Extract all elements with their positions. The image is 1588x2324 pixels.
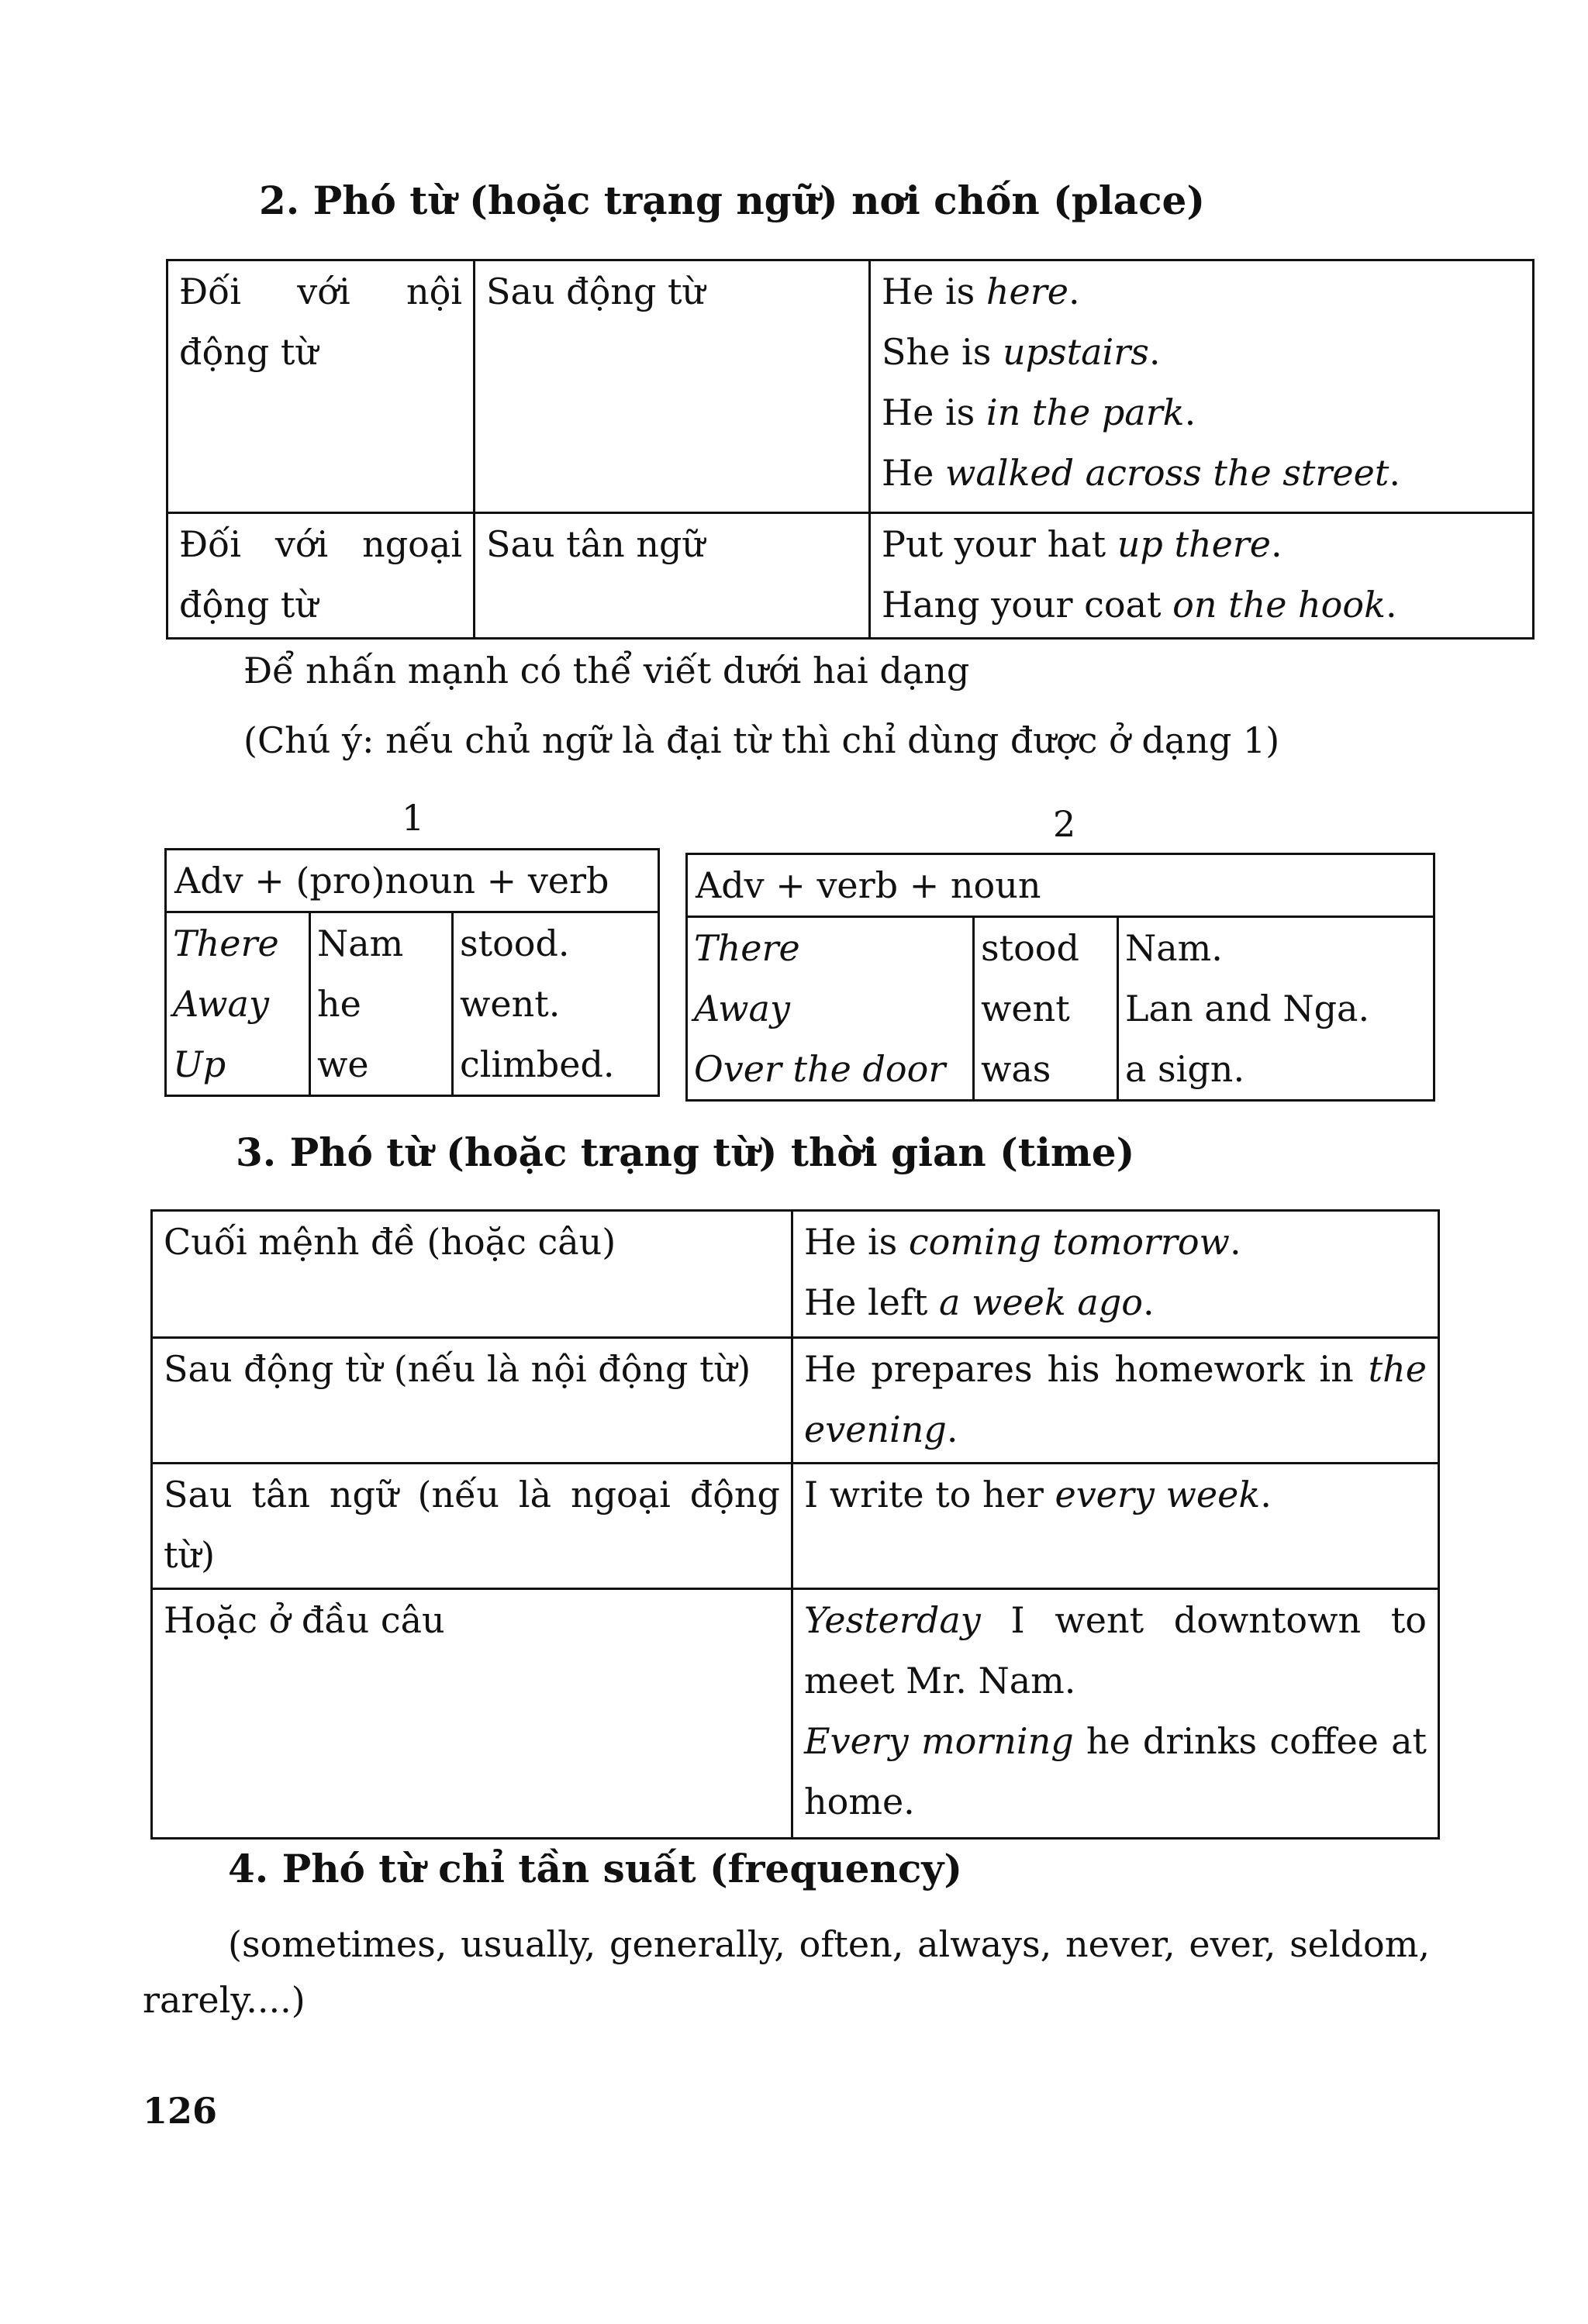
table-row	[167, 513, 1534, 639]
subject-cell: he	[310, 974, 453, 1034]
example-line: Hang your coat on the hook.	[882, 584, 1397, 626]
table-row	[166, 1034, 659, 1096]
noun-cell: Lan and Nga.	[1118, 978, 1434, 1039]
adverb-cell: Away	[166, 974, 310, 1034]
verb-cell: went.	[453, 974, 659, 1034]
example-line: Put your hat up there.	[882, 523, 1282, 565]
subject-cell: we	[310, 1034, 453, 1096]
table-header-row	[166, 850, 659, 912]
section-4-heading: 4. Phó từ chỉ tần suất (frequency)	[228, 1846, 962, 1891]
table-row	[152, 1211, 1439, 1338]
frequency-adverbs-text: (sometimes, usually, generally, often, always, never, ever, seldom, rarely....)	[143, 1923, 1430, 2021]
table-row	[687, 978, 1434, 1039]
table-row	[166, 912, 659, 974]
verb-cell: climbed.	[453, 1034, 659, 1096]
table-cell-position: Sau tân ngữ (nếu là ngoại động từ)	[152, 1464, 792, 1589]
table-cell-example: He prepares his homework in the evening.	[792, 1338, 1439, 1464]
form-1-table	[164, 848, 660, 1097]
adverb-cell: There	[166, 912, 310, 974]
table-cell-position: Hoặc ở đầu câu	[152, 1589, 792, 1839]
table-row	[152, 1338, 1439, 1464]
example-line: Yesterday I went downtown to meet Mr. Nam.	[804, 1599, 1427, 1702]
table-row	[152, 1464, 1439, 1589]
place-adverb-table	[166, 259, 1534, 640]
section-2-heading: 2. Phó từ (hoặc trạng ngữ) nơi chốn (place)	[259, 178, 1205, 223]
table-cell-examples	[792, 1211, 1439, 1338]
table-header-row	[687, 854, 1434, 917]
table-cell-examples	[870, 260, 1534, 513]
table-cell-case: Đối với ngoại động từ	[167, 513, 475, 639]
emphasis-text: Để nhấn mạnh có thể viết dưới hai dạng	[243, 650, 970, 691]
table-cell-position: Cuối mệnh đề (hoặc câu)	[152, 1211, 792, 1338]
table-row	[687, 1039, 1434, 1101]
example-line: He is in the park.	[882, 391, 1196, 433]
form-2-header: Adv + verb + noun	[687, 854, 1434, 917]
verb-cell: stood	[974, 917, 1118, 979]
table-cell-case: Đối với nội động từ	[167, 260, 475, 513]
form-2-number: 2	[1053, 803, 1076, 845]
section-3-heading: 3. Phó từ (hoặc trạng từ) thời gian (time)	[236, 1129, 1135, 1175]
adverb-cell: There	[687, 917, 974, 979]
page-number: 126	[143, 2090, 218, 2132]
example-line: She is upstairs.	[882, 331, 1161, 373]
verb-cell: went	[974, 978, 1118, 1039]
form-1-number: 1	[402, 797, 425, 839]
note-text: (Chú ý: nếu chủ ngữ là đại từ thì chỉ dùng được ở dạng 1)	[243, 719, 1280, 761]
table-row	[687, 917, 1434, 979]
verb-cell: stood.	[453, 912, 659, 974]
table-cell-examples	[870, 513, 1534, 639]
example-line: He walked across the street.	[882, 452, 1400, 494]
example-line: Every morning he drinks coffee at home.	[804, 1720, 1427, 1822]
table-cell-position: Sau động từ (nếu là nội động từ)	[152, 1338, 792, 1464]
subject-cell: Nam	[310, 912, 453, 974]
table-cell-position: Sau tân ngữ	[475, 513, 870, 639]
table-row	[152, 1589, 1439, 1839]
table-cell-position: Sau động từ	[475, 260, 870, 513]
table-row	[167, 260, 1534, 513]
adverb-cell: Up	[166, 1034, 310, 1096]
table-cell-examples	[792, 1589, 1439, 1839]
verb-cell: was	[974, 1039, 1118, 1101]
example-line: He is here.	[882, 271, 1080, 312]
table-cell-example: I write to her every week.	[792, 1464, 1439, 1589]
adverb-cell: Over the door	[687, 1039, 974, 1101]
adverb-cell: Away	[687, 978, 974, 1039]
example-line: He left a week ago.	[804, 1281, 1155, 1323]
example-line: He is coming tomorrow.	[804, 1221, 1241, 1263]
time-adverb-table	[150, 1209, 1440, 1840]
form-2-table	[685, 853, 1435, 1102]
form-1-header: Adv + (pro)noun + verb	[166, 850, 659, 912]
noun-cell: a sign.	[1118, 1039, 1434, 1101]
noun-cell: Nam.	[1118, 917, 1434, 979]
table-row	[166, 974, 659, 1034]
